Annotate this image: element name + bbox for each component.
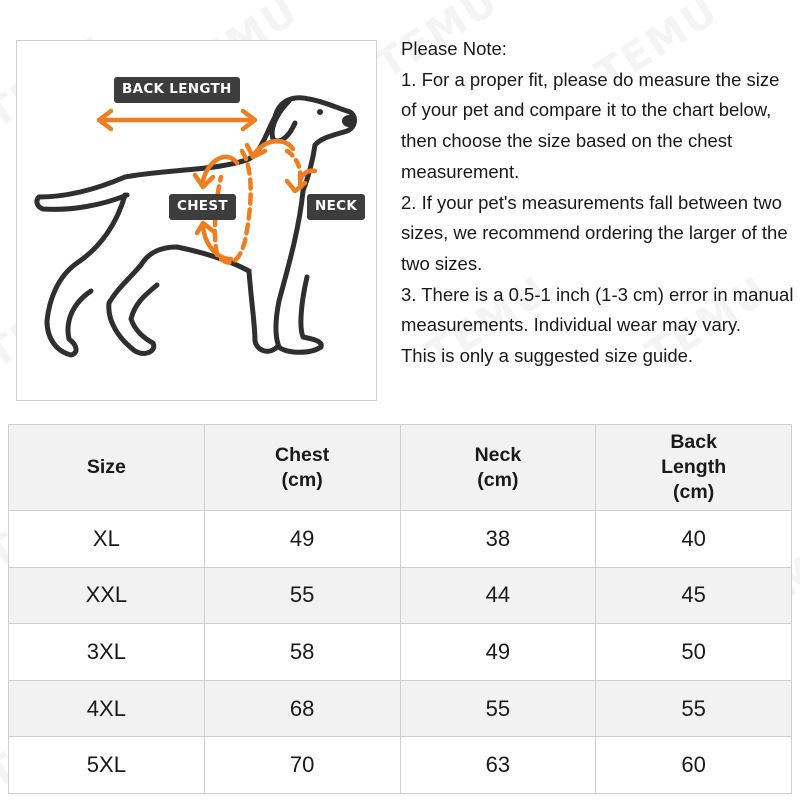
- header-chest: Chest (cm): [204, 425, 400, 511]
- cell-neck: 55: [400, 680, 596, 737]
- table-row: [9, 737, 792, 794]
- header-size: Size: [9, 425, 205, 511]
- cell-size: XXL: [9, 567, 205, 624]
- cell-back-length: 45: [596, 567, 792, 624]
- header-neck: Neck (cm): [400, 425, 596, 511]
- table-row: [9, 624, 792, 681]
- cell-size: 5XL: [9, 737, 205, 794]
- size-notes: [401, 34, 796, 372]
- header-back-length: Back Length (cm): [596, 425, 792, 511]
- table-row: [9, 680, 792, 737]
- cell-neck: 49: [400, 624, 596, 681]
- chest-label: CHEST: [169, 194, 236, 220]
- cell-size: 4XL: [9, 680, 205, 737]
- cell-neck: 44: [400, 567, 596, 624]
- cell-chest: 70: [204, 737, 400, 794]
- table-row: [9, 511, 792, 568]
- cell-chest: 55: [204, 567, 400, 624]
- cell-neck: 63: [400, 737, 596, 794]
- back-length-label: BACK LENGTH: [114, 77, 240, 103]
- cell-size: 3XL: [9, 624, 205, 681]
- note-line-2: 2. If your pet's measurements fall between two sizes, we recommend ordering the larger of the two sizes.: [401, 191, 788, 274]
- note-title: Please Note:: [401, 38, 507, 59]
- measurement-illustration: [16, 40, 377, 401]
- table-row: [9, 567, 792, 624]
- cell-chest: 49: [204, 511, 400, 568]
- cell-size: XL: [9, 511, 205, 568]
- cell-back-length: 50: [596, 624, 792, 681]
- cell-chest: 68: [204, 680, 400, 737]
- note-line-4: This is only a suggested size guide.: [401, 345, 694, 367]
- size-chart-table: [8, 424, 792, 794]
- neck-label: NECK: [307, 194, 365, 220]
- note-line-1: 1. For a proper fit, please do measure the size of your pet and compare it to the chart below, then choose the size based on the chest measurement.: [401, 68, 780, 182]
- cell-back-length: 60: [596, 737, 792, 794]
- cell-neck: 38: [400, 511, 596, 568]
- cell-back-length: 55: [596, 680, 792, 737]
- cell-back-length: 40: [596, 511, 792, 568]
- table-header-row: [9, 425, 792, 511]
- cell-chest: 58: [204, 624, 400, 681]
- note-line-3: 3. There is a 0.5-1 inch (1-3 cm) error in manual measurements. Individual wear may vary.: [401, 283, 794, 336]
